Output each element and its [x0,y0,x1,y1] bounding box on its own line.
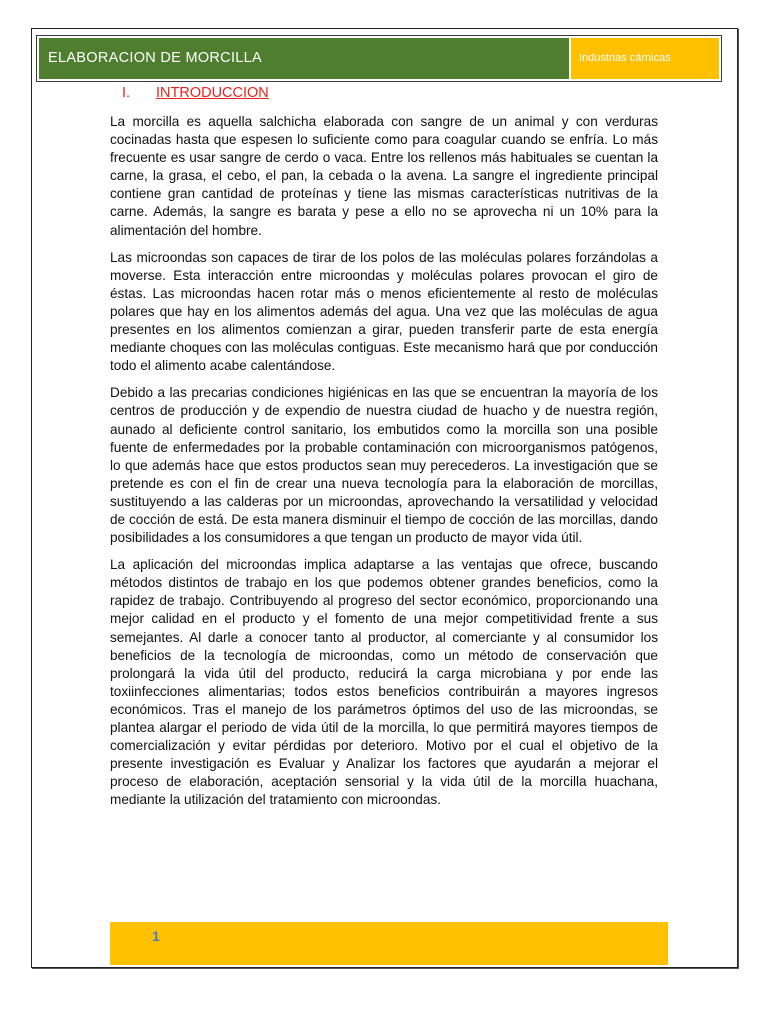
paragraph: La aplicación del microondas implica adaptarse a las ventajas que ofrece, buscando métodos distintos de trabajo en los que podemos obtener grandes beneficios, como la rapidez de trabajo. Contribuyendo al progreso del sector económico, proporcionando una mejor calidad en el producto y el fomento de una mejor competitividad frente a sus semejantes. Al darle a conocer tanto al productor, al comerciante y al consumidor los beneficios de la tecnología de microondas, como un método de conservación que prolongará la vida útil del producto, reducirá la carga microbiana y por ende las toxiinfecciones alimentarias; todos estos beneficios contribuirán a mayores ingresos económicos. Tras el manejo de los parámetros óptimos del uso de las microondas, se plantea alargar el periodo de vida útil de la morcilla, lo que permitirá mayores tiempos de comercialización y evitar pérdidas por deterioro. Motivo por el cual el objetivo de la presente investigación es Evaluar y Analizar los factores que ayudarán a mejorar el proceso de elaboración, aceptación sensorial y la vida útil de la morcilla huachana, mediante la utilización del tratamiento con microondas. [110,557,658,808]
header-title: ELABORACION DE MORCILLA [39,38,569,79]
section-heading [122,85,269,101]
page-number: 1 [152,928,160,944]
body-text [110,113,658,818]
page-header [36,35,722,82]
paragraph: Debido a las precarias condiciones higiénicas en las que se encuentran la mayoría de los centros de producción y de expendio de nuestra ciudad de huacho y de nuestra región, aunado al deficiente control sanitario, los embutidos como la morcilla son una posible fuente de enfermedades por la probable contaminación con microorganismos patógenos, lo que además hace que estos productos sean muy perecederos. La investigación que se pretende es con el fin de crear una nueva tecnología para la elaboración de morcillas, sustituyendo a las calderas por un microondas, aprovechando la versatilidad y velocidad de cocción de está. De esta manera disminuir el tiempo de cocción de las morcillas, dando posibilidades a los consumidores a que tengan un producto de mayor vida útil. [110,385,658,546]
paragraph: Las microondas son capaces de tirar de los polos de las moléculas polares forzándolas a moverse. Esta interacción entre microondas y moléculas polares provocan el giro de éstas. Las microondas hacen rotar más o menos eficientemente al resto de moléculas polares que hay en los alimentos además del agua. Una vez que las moléculas de agua presentes en los alimentos comienzan a girar, pueden transferir parte de esta energía mediante choques con las moléculas contiguas. Este mecanismo hará que por conducción todo el alimento acabe calentándose. [110,249,658,374]
header-subtitle: Industrias cárnicas [571,38,719,79]
footer-bar [110,922,668,965]
section-title: INTRODUCCION [156,85,269,101]
section-number: I. [122,85,131,101]
paragraph: La morcilla es aquella salchicha elaborada con sangre de un animal y con verduras cocinadas hasta que espesen lo suficiente como para coagular cuando se enfría. Lo más frecuente es usar sangre de cerdo o vaca. Entre los rellenos más habituales se cuentan la carne, la grasa, el cebo, el pan, la cebada o la avena. La sangre el ingrediente principal contiene gran cantidad de proteínas y tiene las mismas características nutritivas de la carne. Además, la sangre es barata y pese a ello no se aprovecha ni un 10% para la alimentación del hombre. [110,114,658,238]
